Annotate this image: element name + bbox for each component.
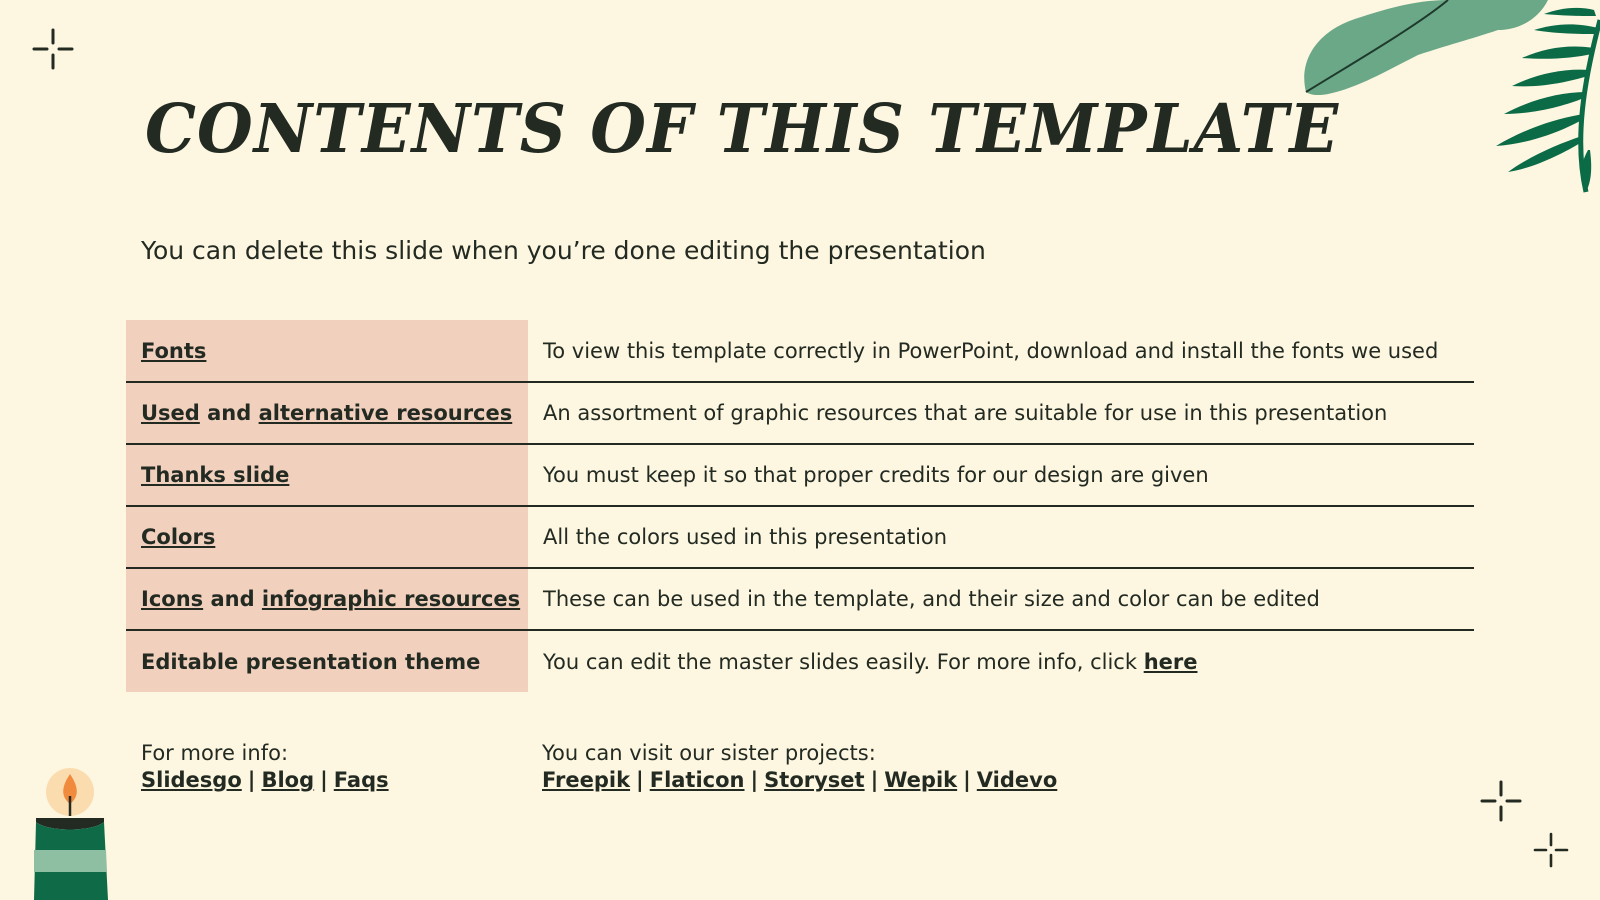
link-separator: |	[963, 768, 971, 792]
fonts-link[interactable]: Fonts	[141, 338, 207, 363]
candle-icon	[32, 766, 112, 900]
alternative-resources-link[interactable]: alternative resources	[258, 401, 513, 425]
storyset-link[interactable]: Storyset	[764, 768, 865, 792]
link-separator: |	[636, 768, 644, 792]
table-row	[126, 568, 1474, 630]
row-description	[528, 630, 1474, 692]
link-separator: |	[320, 768, 328, 792]
table-row	[126, 320, 1474, 382]
freepik-link[interactable]: Freepik	[542, 768, 631, 792]
videvo-link[interactable]: Videvo	[976, 768, 1058, 792]
table-row	[126, 382, 1474, 444]
row-label	[126, 382, 528, 444]
row-label	[126, 568, 528, 630]
more-info-links	[141, 767, 389, 794]
link-separator: |	[870, 768, 879, 792]
used-resources-link[interactable]: Used	[141, 401, 200, 425]
table-row	[126, 506, 1474, 568]
row-description: These can be used in the template, and their size and color can be edited	[528, 568, 1474, 630]
row-description: All the colors used in this presentation	[528, 506, 1474, 568]
editable-theme-label: Editable presentation theme	[141, 649, 481, 674]
faqs-link[interactable]: Faqs	[333, 768, 389, 792]
blog-link[interactable]: Blog	[261, 768, 315, 792]
label-connector: and	[199, 401, 259, 425]
sister-projects-label: You can visit our sister projects:	[542, 741, 876, 765]
contents-table	[126, 320, 1474, 692]
row-description: You must keep it so that proper credits for our design are given	[528, 444, 1474, 506]
label-connector: and	[203, 587, 262, 611]
table-row	[126, 630, 1474, 692]
colors-link[interactable]: Colors	[141, 525, 216, 549]
here-link[interactable]: here	[1143, 649, 1198, 674]
row-description: To view this template correctly in PowerPoint, download and install the fonts we used	[528, 320, 1474, 382]
more-info-label: For more info:	[141, 741, 289, 765]
sparkle-icon	[1533, 832, 1569, 868]
link-separator: |	[247, 768, 256, 792]
sparkle-icon	[32, 28, 74, 70]
more-info-block	[141, 740, 389, 794]
row-label	[126, 630, 528, 692]
sister-projects-links	[542, 767, 1057, 794]
row-description-text: You can edit the master slides easily. For more info, click	[543, 649, 1144, 674]
flaticon-link[interactable]: Flaticon	[649, 768, 745, 792]
sister-projects-block	[542, 740, 1057, 794]
row-label	[126, 506, 528, 568]
row-label	[126, 320, 528, 382]
link-separator: |	[750, 768, 759, 792]
table-row	[126, 444, 1474, 506]
slidesgo-link[interactable]: Slidesgo	[141, 768, 242, 792]
palm-leaf-icon	[1474, 0, 1600, 195]
infographic-resources-link[interactable]: infographic resources	[261, 587, 521, 611]
thanks-slide-link[interactable]: Thanks slide	[141, 463, 290, 487]
wepik-link[interactable]: Wepik	[884, 768, 958, 792]
row-label	[126, 444, 528, 506]
sparkle-icon	[1480, 780, 1522, 822]
icons-link[interactable]: Icons	[141, 587, 204, 611]
page-title: CONTENTS OF THIS TEMPLATE	[145, 90, 1340, 169]
row-description: An assortment of graphic resources that are suitable for use in this presentation	[528, 382, 1474, 444]
subtitle: You can delete this slide when you’re done editing the presentation	[141, 236, 986, 265]
